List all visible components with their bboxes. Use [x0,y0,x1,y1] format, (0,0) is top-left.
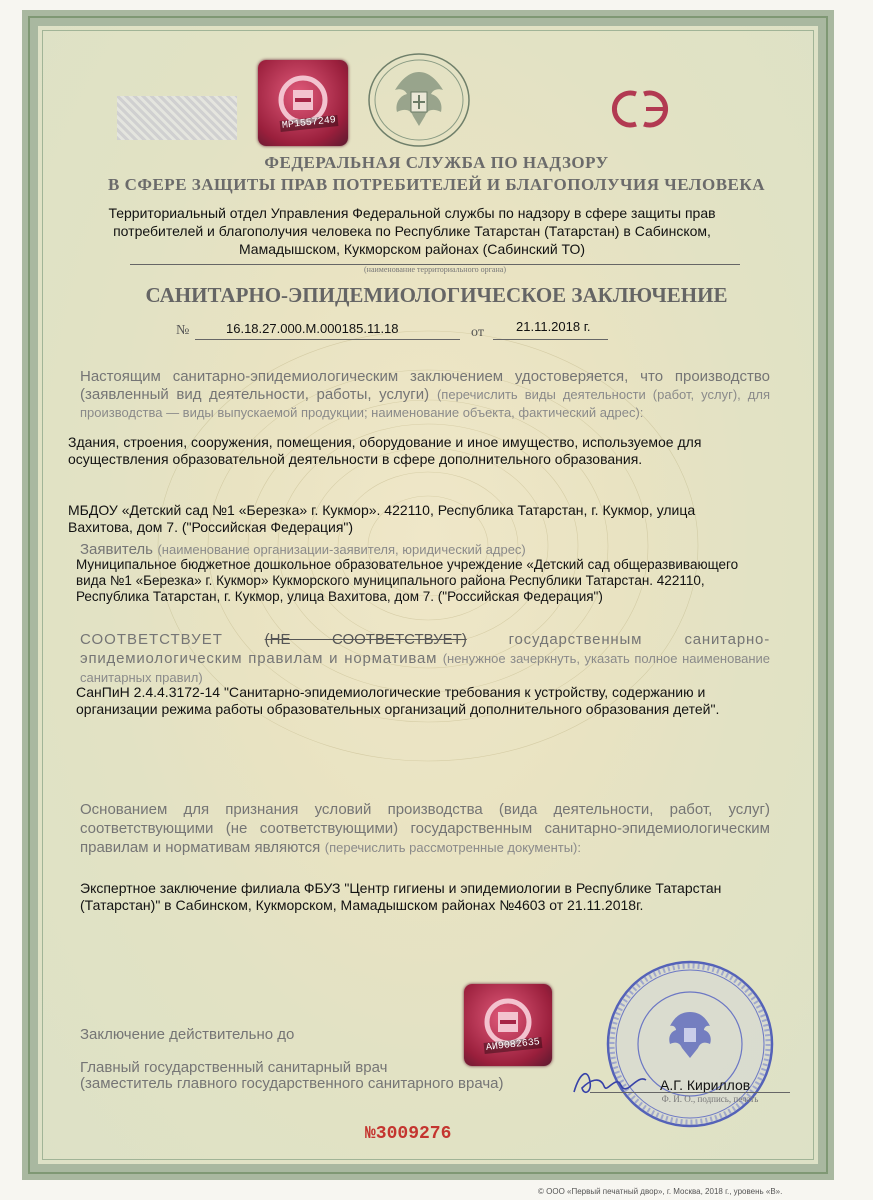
basis-value: Экспертное заключение филиала ФБУЗ "Центр гигиены и эпидемиологии в Республике Татарстан (Татарстан)" в Сабинском, Кукморском, Мамадышском районах №4603 от 21.11.2018г. [80,880,722,913]
compliance-complies: СООТВЕТСТВУЕТ [80,631,223,648]
territorial-body: Территориальный отдел Управления Федеральной службы по надзору в сфере защиты прав потребителей и благополучия человека по Республике Татарстан (Татарстан) в Сабинском, Мамадышском, Кукморском районах (Сабинский ТО) [108,205,716,257]
compliance-not-complies: (НЕ СООТВЕТСТВУЕТ) [264,631,467,648]
printer-info: © ООО «Первый печатный двор», г. Москва, 2018 г., уровень «В». [538,1187,783,1196]
compliance-rules: СанПиН 2.4.4.3172-14 "Санитарно-эпидемиологические требования к устройству, содержанию и организации режима работы образовательных организаций дополнительного образования детей". [76,684,720,717]
basis-intro: Основанием для признания условий производства (вида деятельности, работ, услуг) соответствующими (не соответствующими) государственным санитарно-эпидемиологическим правилам и нормативам являются [80,801,770,856]
document-date-line [493,339,608,340]
certifies-hint: (перечислить виды деятельности (работ, услуг), для производства — виды выпускаемой продукции; наименование объекта, фактический адрес): [80,387,770,420]
applicant-value: Муниципальное бюджетное дошкольное образовательное учреждение «Детский сад общеразвивающего вида №1 «Березка» г. Кукмор» Кукморского муниципального района Республики Татарстан. 422110, Республика Татарстан, г. Кукмор, улица Вахитова, дом 7. ("Российская Федерация") [76,557,739,604]
name-underline [590,1092,790,1093]
agency-line-1: ФЕДЕРАЛЬНАЯ СЛУЖБА ПО НАДЗОРУ [264,153,609,172]
agency-line-2: В СФЕРЕ ЗАЩИТЫ ПРАВ ПОТРЕБИТЕЛЕЙ И БЛАГОПОЛУЧИЯ ЧЕЛОВЕКА [108,175,765,194]
hologram-top-number: МР1557249 [281,115,337,132]
se-logo-icon [606,86,678,132]
certifies-activity: Здания, строения, сооружения, помещения, оборудование и иное имущество, используемое для осуществления образовательной деятельности в сфере дополнительного образования. [68,434,702,467]
official-stamp [604,958,776,1130]
certifies-intro: Настоящим санитарно-эпидемиологическим заключением удостоверяется, что производство (заявленный вид деятельности, работы, услуги) [80,368,770,403]
document-number-label: № [176,323,190,338]
hologram-bottom-number: АИ9082635 [485,1037,541,1054]
certifies-object: МБДОУ «Детский сад №1 «Березка» г. Кукмор». 422110, Республика Татарстан, г. Кукмор, улица Вахитова, дом 7. ("Российская Федерация") [68,502,696,535]
basis-hint: (перечислить рассмотренные документы): [324,840,582,855]
compliance-block [80,630,770,687]
se-mark [606,86,678,132]
certifies-block [80,368,770,422]
hologram-top [258,60,348,146]
signature [570,1062,650,1102]
document-date: 21.11.2018 г. [516,319,591,334]
state-emblem [365,50,473,150]
basis-block [80,800,770,857]
doctor-line-2: (заместитель главного государственного санитарного врача) [80,1075,504,1092]
double-eagle-icon [365,50,473,150]
doctor-name: А.Г. Кириллов [660,1077,751,1093]
stamp-seal-icon [604,958,776,1130]
compliance-hint: (ненужное зачеркнуть, указать полное наименование санитарных правил) [80,651,770,685]
hologram-bottom [464,984,552,1066]
hologram-bottom-emblem-icon [464,984,552,1066]
hologram-emblem-icon [258,60,348,146]
name-caption: Ф. И. О., подпись, печать [661,1094,759,1104]
compliance-text: государственным санитарно-эпидемиологическим правилам и нормативам [80,631,770,667]
document-date-label: от [471,325,484,340]
document-number-line [195,339,460,340]
handwritten-signature [570,1062,650,1102]
security-pattern [117,96,237,140]
applicant-hint: (наименование организации-заявителя, юридический адрес) [157,542,526,557]
document-title: САНИТАРНО-ЭПИДЕМИОЛОГИЧЕСКОЕ ЗАКЛЮЧЕНИЕ [145,283,728,307]
applicant-label: Заявитель [80,541,153,558]
territorial-caption: (наименование территориального органа) [364,265,506,274]
doctor-line-1: Главный государственный санитарный врач [80,1059,388,1076]
document-number: 16.18.27.000.М.000185.11.18 [226,321,399,336]
valid-until: Заключение действительно до [80,1026,295,1043]
serial-number: №3009276 [365,1124,452,1144]
